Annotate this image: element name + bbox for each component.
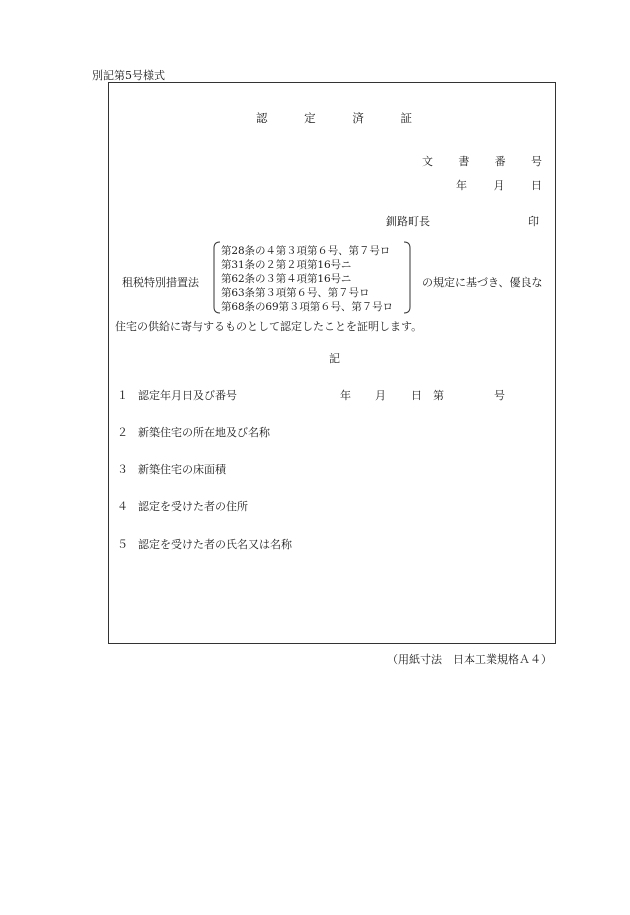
item-number: ３	[117, 463, 128, 476]
title-char: 証	[400, 111, 412, 125]
date-label	[456, 177, 542, 193]
item-dai-label: 第	[433, 389, 444, 402]
item-label: 認定年月日及び番号	[138, 389, 237, 402]
doc-number-char: 書	[458, 155, 470, 168]
form-label: 別記第5号様式	[92, 69, 165, 82]
item-month-label: 月	[375, 389, 386, 402]
item-number: ２	[117, 426, 128, 439]
title-char: 認	[256, 111, 268, 125]
document-number-label	[422, 153, 542, 169]
item-number: ５	[117, 538, 128, 551]
doc-number-char: 番	[494, 155, 506, 168]
item-label: 新築住宅の床面積	[138, 463, 226, 476]
item-go-label: 号	[494, 389, 505, 402]
certification-statement: 住宅の供給に寄与するものとして認定したことを証明します。	[115, 320, 423, 333]
item-number: １	[117, 389, 128, 402]
ki-heading: 記	[329, 352, 340, 365]
title-char: 済	[352, 111, 364, 125]
certificate-title	[256, 110, 412, 126]
item-day-label: 日	[411, 389, 422, 402]
doc-number-char: 文	[422, 155, 433, 168]
seal-mark: 印	[528, 215, 539, 228]
provision-text: の規定に基づき、優良な	[422, 276, 543, 289]
item-year-label: 年	[340, 389, 351, 402]
item-number: ４	[117, 500, 128, 513]
article-reference: 第62条の３第４項第16号ニ	[221, 273, 352, 285]
article-reference: 第63条第３項第６号、第７号ロ	[221, 287, 370, 299]
article-reference: 第68条の69第３項第６号、第７号ロ	[221, 301, 393, 313]
date-day: 日	[531, 179, 542, 192]
date-month: 月	[493, 179, 505, 192]
paper-size-note: （用紙寸法 日本工業規格Ａ４）	[387, 653, 552, 666]
item-label: 新築住宅の所在地及び名称	[138, 426, 270, 439]
issuer-title: 釧路町長	[386, 215, 430, 228]
item-label: 認定を受けた者の住所	[138, 500, 248, 513]
item-label: 認定を受けた者の氏名又は名称	[138, 538, 292, 551]
article-reference: 第28条の４第３項第６号、第７号ロ	[221, 245, 391, 257]
article-reference: 第31条の２第２項第16号ニ	[221, 259, 352, 271]
date-year: 年	[456, 179, 467, 192]
title-char: 定	[304, 111, 316, 125]
doc-number-char: 号	[530, 155, 542, 168]
law-name: 租税特別措置法	[122, 276, 199, 289]
